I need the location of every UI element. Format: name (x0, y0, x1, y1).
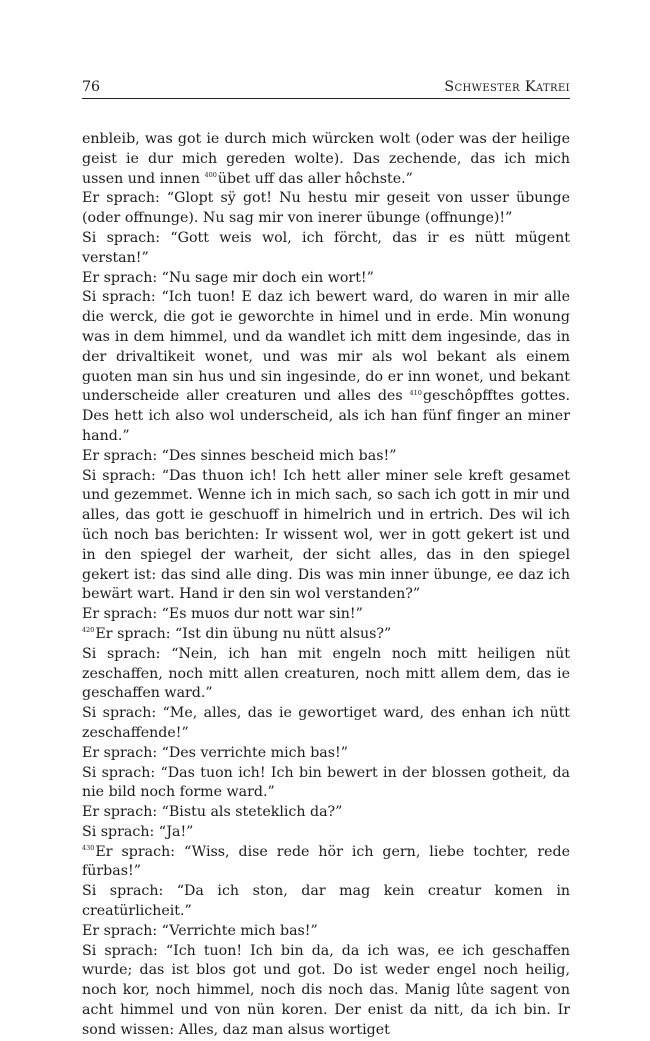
line-number: 430 (82, 843, 95, 852)
paragraph-text: Er sprach: “Bistu als steteklich da?” (82, 804, 343, 821)
line-number: 400 (204, 170, 217, 179)
paragraph-text: Er sprach: “Verrichte mich bas!” (82, 922, 318, 939)
paragraph-text: Si sprach: “Ja!” (82, 823, 194, 840)
paragraph (82, 882, 570, 922)
page-header (82, 76, 570, 99)
body-text (82, 130, 570, 1041)
paragraph (82, 843, 570, 883)
paragraph (82, 764, 570, 804)
paragraph (82, 803, 570, 823)
running-title: Schwester Katrei (444, 79, 570, 95)
paragraph (82, 823, 570, 843)
paragraph-text: Er sprach: “Ist din übung nu nütt alsus?” (95, 625, 392, 642)
paragraph-text: Er sprach: “Nu sage mir doch ein wort!” (82, 269, 374, 286)
paragraph-text: Si sprach: “Gott weis wol, ich förcht, das ir es nütt mügent verstan!” (82, 229, 570, 266)
paragraph (82, 130, 570, 189)
paragraph (82, 744, 570, 764)
paragraph (82, 288, 570, 446)
paragraph-text: enbleib, was got ie durch mich würcken wolt (oder was der heilige geist ie dur mich gereden wolte). Das zechende, das ich mich ussen und innen (82, 131, 570, 187)
paragraph (82, 704, 570, 744)
paragraph-text: Er sprach: “Des verrichte mich bas!” (82, 744, 349, 761)
paragraph-text: Er sprach: “Es muos dur nott war sin!” (82, 606, 363, 623)
paragraph-text: übet uff das aller hôchste.” (217, 170, 413, 187)
page-number: 76 (82, 79, 101, 95)
paragraph (82, 447, 570, 467)
paragraph-text: Si sprach: “Das tuon ich! Ich bin bewert in der blossen gotheit, da nie bild noch forme ward.” (82, 764, 570, 801)
paragraph (82, 922, 570, 942)
paragraph-text: Si sprach: “Da ich ston, dar mag kein creatur komen in creatürlicheit.” (82, 883, 570, 920)
paragraph-text: Si sprach: “Ich tuon! E daz ich bewert ward, do waren in mir alle die werck, die got ie geworchte in himel und in erde. Min wonung was in dem himmel, und da wandlet ich mitt dem ingesinde, das in der drivaltikeit wonet, und was mir als wol bekant als einem guoten man sin hus und sin ingesinde, do er inn wonet, und bekant underscheide aller creaturen und alles des (82, 289, 570, 405)
paragraph (82, 269, 570, 289)
paragraph (82, 942, 570, 1041)
paragraph (82, 189, 570, 229)
paragraph-text: Er sprach: “Glopt sÿ got! Nu hestu mir geseit von usser übunge (oder offnunge). Nu sag mir von inerer übunge (offnunge)!” (82, 190, 570, 227)
line-number: 420 (82, 626, 95, 635)
paragraph (82, 605, 570, 625)
paragraph-text: Si sprach: “Das thuon ich! Ich hett aller miner sele kreft gesamet und gezemmet. Wenne ich in mich sach, so sach ich gott in mir und alles, das gott ie geschuoff in himelrich und in ertrich. Des wil ich üch noch bas berichten: Ir wissent wol, wer in gott gekert ist und in den spiegel der warheit, der sicht alles, das in den spiegel gekert ist: das sind alle ding. Dis was min inner übunge, ee daz ich bewärt wart. Hand ir den sin wol verstanden?” (82, 467, 570, 603)
paragraph (82, 625, 570, 645)
paragraph-text: Er sprach: “Wiss, dise rede hör ich gern, liebe tochter, rede fürbas!” (82, 843, 570, 880)
paragraph (82, 645, 570, 704)
paragraph-text: Er sprach: “Des sinnes bescheid mich bas!” (82, 447, 397, 464)
paragraph (82, 229, 570, 269)
paragraph-text: geschôpfftes gottes. Des hett ich also wol underscheid, als ich han fünf finger an miner hand.” (82, 388, 570, 444)
paragraph-text: Si sprach: “Ich tuon! Ich bin da, da ich was, ee ich geschaffen wurde; das ist blos got und got. Do ist weder engel noch heilig, noch kor, noch himmel, noch dis noch das. Manig lûte sagent von acht himmel und von nün koren. Der enist da nitt, da ich bin. Ir sond wissen: Alles, daz man alsus wortiget (82, 942, 570, 1038)
paragraph-text: Si sprach: “Me, alles, das ie gewortiget ward, des enhan ich nütt zeschaffende!” (82, 705, 570, 741)
line-number: 410 (409, 388, 422, 397)
paragraph (82, 467, 570, 606)
paragraph-text: Si sprach: “Nein, ich han mit engeln noch mitt heiligen nüt zeschaffen, noch mitt allen creaturen, noch mitt allem dem, das ie geschaffen ward.” (82, 645, 570, 702)
